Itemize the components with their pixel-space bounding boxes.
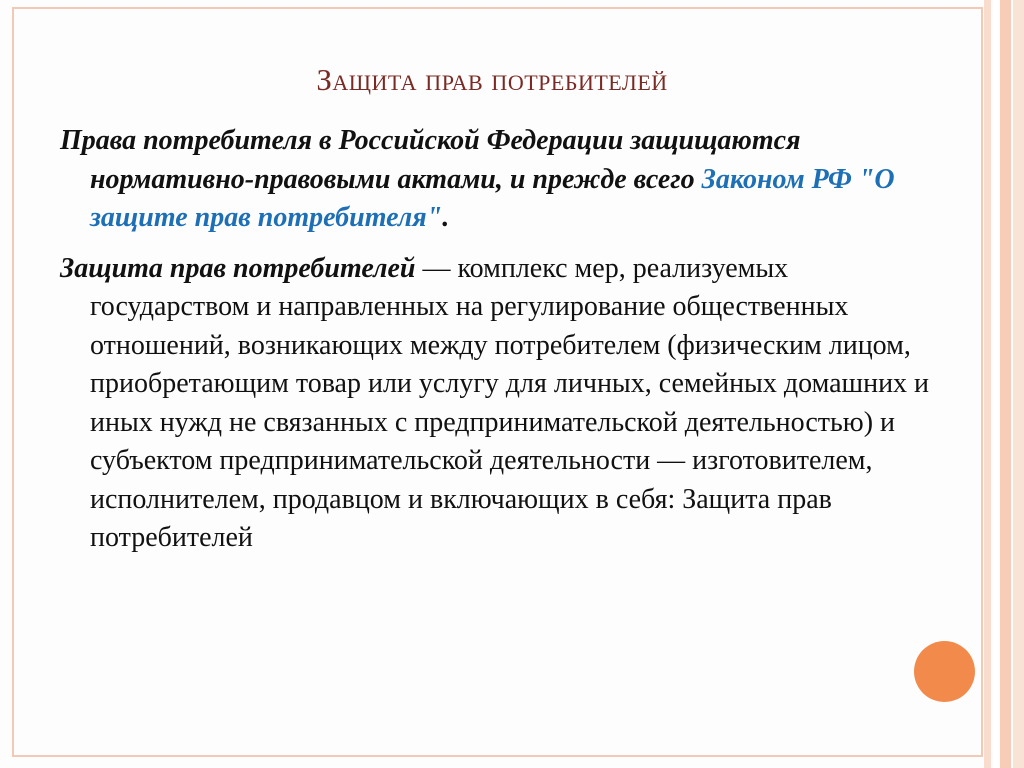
paragraph-legal-basis xyxy=(60,122,940,238)
law-link[interactable]: Законом РФ "О защите прав потребителя" xyxy=(90,163,895,233)
orange-circle-decoration xyxy=(914,641,975,702)
decorative-stripe xyxy=(993,0,998,768)
decorative-stripe xyxy=(1000,0,1011,768)
slide-title: Защита прав потребителей xyxy=(316,62,668,97)
defined-term: Защита прав потребителей xyxy=(60,252,416,284)
paragraph-text: Права потребителя в Российской Федерации защищаются нормативно-правовыми актами, и прежде всего xyxy=(60,125,801,195)
decorative-stripe xyxy=(1013,0,1024,768)
definition-text: — комплекс мер, реализуемых государством и направленных на регулирование общественных отношений, возникающих между потребителем (физическим лицом, приобретающим товар или услугу для личных, семейных домашних и иных нужд не связанных с предпринимательской деятельностью) и субъектом предпринимательской деятельности — изготовителем, исполнителем, продавцом и включающих в себя: Защита прав потребителей xyxy=(90,252,930,553)
paragraph-text: . xyxy=(442,202,450,233)
decorative-stripe xyxy=(984,0,991,768)
paragraph-definition xyxy=(60,250,940,558)
slide-content xyxy=(60,122,940,558)
